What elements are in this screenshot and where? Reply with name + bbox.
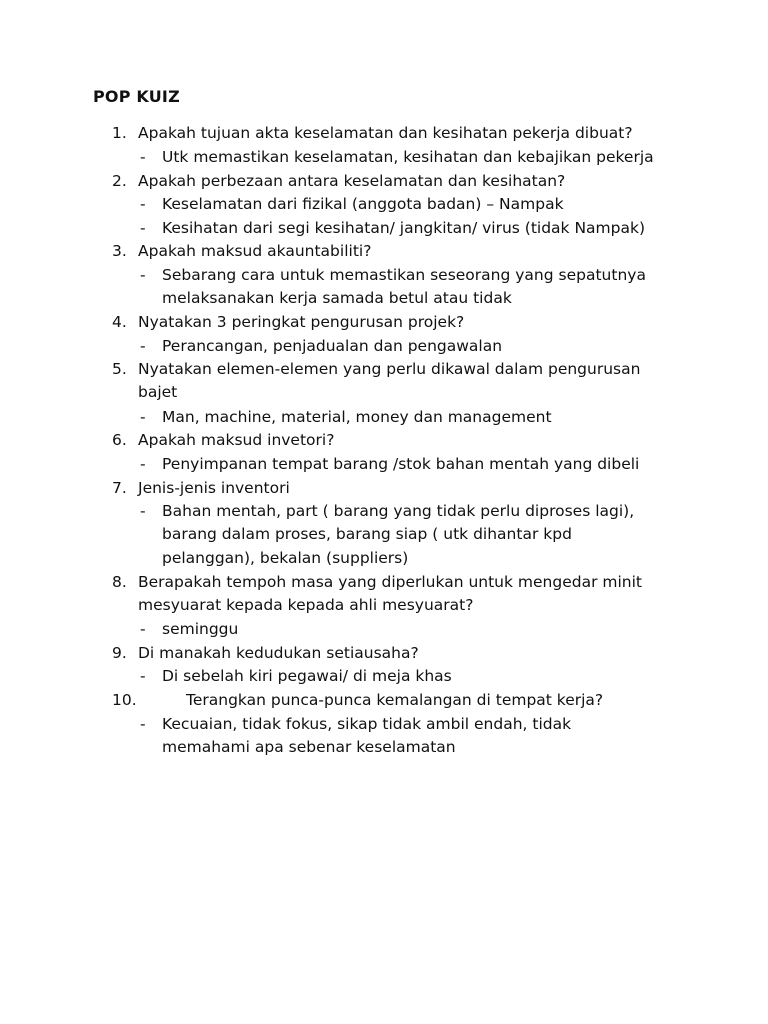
question-number: 5. [112,360,127,378]
question-number: 6. [112,431,127,449]
question-3 [112,240,371,263]
question-text: Nyatakan 3 peringkat pengurusan projek? [138,313,465,331]
answer-text: Utk memastikan keselamatan, kesihatan dan kebajikan pekerja [162,148,654,166]
question-1 [112,122,633,145]
question-text: Terangkan punca-punca kemalangan di tempat kerja? [186,691,604,709]
bullet-dash: - [140,715,146,733]
question-text: Nyatakan elemen-elemen yang perlu dikawal dalam pengurusan [138,360,641,378]
bullet-dash: - [140,148,146,166]
question-text: Apakah maksud invetori? [138,431,335,449]
answer-text: Perancangan, penjadualan dan pengawalan [162,337,503,355]
question-text: Jenis-jenis inventori [138,479,290,497]
question-text-continued: mesyuarat kepada kepada ahli mesyuarat? [138,596,474,615]
answer-text: Bahan mentah, part ( barang yang tidak perlu diproses lagi), [162,502,635,520]
answer-5-1 [140,406,552,429]
bullet-dash: - [140,408,146,426]
question-6 [112,429,334,452]
question-8 [112,571,642,618]
question-number: 10. [112,691,137,709]
answer-text: seminggu [162,620,239,638]
question-4 [112,311,464,334]
answer-text: Kecuaian, tidak fokus, sikap tidak ambil endah, tidak [162,715,572,733]
question-number: 4. [112,313,127,331]
question-number: 1. [112,124,127,142]
question-5 [112,358,640,405]
question-number: 7. [112,479,127,497]
answer-3-1 [140,264,646,311]
answer-6-1 [140,453,639,476]
answer-text: Kesihatan dari segi kesihatan/ jangkitan/ virus (tidak Nampak) [162,219,645,237]
bullet-dash: - [140,502,146,520]
answer-text: Man, machine, material, money dan management [162,408,552,426]
answer-9-1 [140,665,452,688]
answer-4-1 [140,335,502,358]
bullet-dash: - [140,195,146,213]
question-number: 3. [112,242,127,260]
answer-text-continued: melaksanakan kerja samada betul atau tidak [162,289,512,308]
answer-text: Di sebelah kiri pegawai/ di meja khas [162,667,452,685]
answer-text: Penyimpanan tempat barang /stok bahan mentah yang dibeli [162,455,640,473]
question-9 [112,642,419,665]
question-text-continued: bajet [138,383,178,402]
bullet-dash: - [140,219,146,237]
question-text: Apakah perbezaan antara keselamatan dan kesihatan? [138,172,566,190]
answer-text-continued: memahami apa sebenar keselamatan [162,738,456,757]
question-text: Di manakah kedudukan setiausaha? [138,644,419,662]
answer-10-1 [140,713,571,760]
question-text: Apakah tujuan akta keselamatan dan kesihatan pekerja dibuat? [138,124,633,142]
question-2 [112,170,565,193]
bullet-dash: - [140,667,146,685]
question-text: Berapakah tempoh masa yang diperlukan untuk mengedar minit [138,573,642,591]
answer-1-1 [140,146,654,169]
answer-7-1 [140,500,634,570]
bullet-dash: - [140,266,146,284]
answer-8-1 [140,618,238,641]
page-title: POP KUIZ [93,87,180,106]
answer-text-continued: barang dalam proses, barang siap ( utk dihantar kpd [162,525,572,544]
question-number: 2. [112,172,127,190]
question-7 [112,477,290,500]
question-text: Apakah maksud akauntabiliti? [138,242,372,260]
answer-2-1 [140,193,564,216]
answer-text: Sebarang cara untuk memastikan seseorang yang sepatutnya [162,266,646,284]
question-number: 8. [112,573,127,591]
answer-text: Keselamatan dari fizikal (anggota badan) – Nampak [162,195,564,213]
bullet-dash: - [140,455,146,473]
bullet-dash: - [140,337,146,355]
bullet-dash: - [140,620,146,638]
answer-2-2 [140,217,645,240]
question-10 [112,689,603,712]
answer-text-continued: pelanggan), bekalan (suppliers) [162,548,409,567]
question-number: 9. [112,644,127,662]
